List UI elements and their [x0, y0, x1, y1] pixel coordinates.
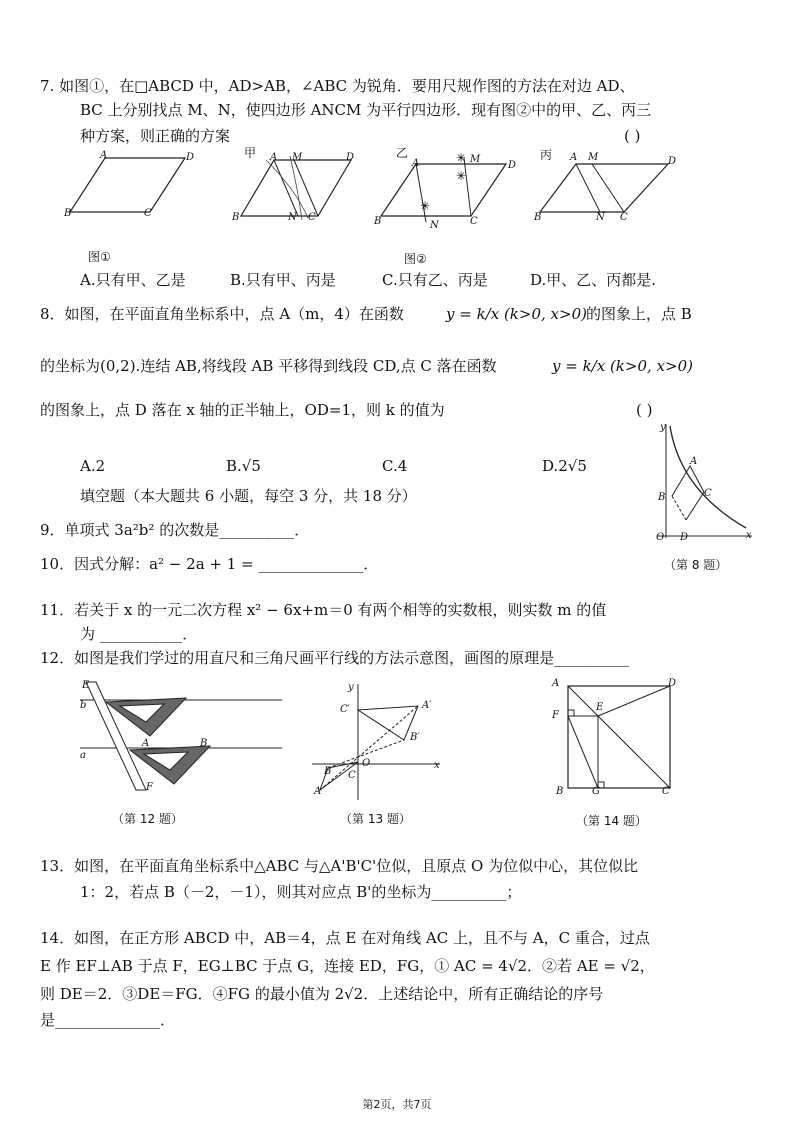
- svg-text:✳: ✳: [456, 169, 467, 183]
- q13-label-b-prime: B′: [410, 732, 420, 743]
- q8-line1b: 的图象上，点 B: [586, 305, 692, 323]
- q8-line2a: 的坐标为(0,2).连结 AB,将线段 AB 平移得到线段 CD,点 C 落在函数: [40, 357, 497, 375]
- q12-figure: [76, 676, 286, 796]
- q12-caption: （第 12 题）: [112, 812, 183, 826]
- fig1-label-a: A: [100, 150, 108, 161]
- jia-label-n: N: [288, 212, 297, 223]
- q7-tag-jia: 甲: [244, 146, 257, 160]
- q8-line1a: 8．如图，在平面直角坐标系中，点 A（m，4）在函数: [40, 305, 404, 323]
- q7-option-c: C.只有乙、丙是: [382, 271, 488, 289]
- q14-line4: 是______________．: [40, 1011, 176, 1029]
- q13-label-x: x: [434, 760, 440, 771]
- bing-label-b: B: [534, 212, 542, 223]
- q13-label-c: C: [348, 770, 356, 781]
- q8-option-d: D.2√5: [542, 457, 587, 475]
- q14-caption: （第 14 题）: [576, 814, 647, 828]
- q8-option-b: B.√5: [226, 457, 261, 475]
- q7-line3: 种方案，则正确的方案: [80, 127, 231, 145]
- q7-line1: 7. 如图①，在□ABCD 中，AD>AB，∠ABC 为锐角．要用尺规作图的方法在对边 AD、: [40, 77, 635, 95]
- q12-label-b-line: b: [80, 700, 87, 711]
- q7-option-d: D.甲、乙、丙都是.: [530, 271, 657, 289]
- q11-line2: 为 ___________．: [80, 625, 198, 643]
- q7-answer-bracket: ( ): [624, 127, 641, 145]
- q7-figure-yi: [376, 150, 516, 230]
- q13-line2: 1：2，若点 B（－2，－1），则其对应点 B'的坐标为__________；: [80, 883, 522, 901]
- q8-label-a: A: [690, 456, 698, 467]
- q14-label-g: G: [592, 786, 600, 797]
- jia-label-c: C: [308, 212, 316, 223]
- q14-line2: E 作 EF⊥AB 于点 F，EG⊥BC 于点 G，连接 ED，FG，① AC = 4√2．②若 AE = √2，: [40, 957, 655, 975]
- q14-label-f: F: [552, 710, 559, 721]
- q11-line1: 11．若关于 x 的一元二次方程 x² − 6x+m＝0 有两个相等的实数根，则实数 m 的值: [40, 601, 607, 619]
- q7-line2: BC 上分别找点 M、N，使四边形 ANCM 为平行四边形．现有图②中的甲、乙、丙三: [80, 101, 652, 119]
- q8-label-o: O: [656, 532, 665, 543]
- page-footer: 第2页，共7页: [362, 1098, 432, 1111]
- bing-label-n: N: [596, 212, 605, 223]
- jia-label-d: D: [346, 152, 355, 163]
- q14-line3: 则 DE＝2．③DE＝FG．④FG 的最小值为 2√2．上述结论中，所有正确结论的序号: [40, 985, 604, 1003]
- q13-label-a: A: [314, 786, 322, 797]
- yi-label-n: N: [430, 220, 439, 231]
- fig1-label-b: B: [64, 208, 72, 219]
- q8-function-1: y = k/x (k>0, x>0): [446, 305, 587, 323]
- q8-caption: （第 8 题）: [664, 558, 728, 572]
- q12-label-a: A: [142, 738, 150, 749]
- q12-label-e: E: [82, 680, 90, 691]
- jia-label-m: M: [292, 152, 303, 163]
- q14-line1: 14．如图，在正方形 ABCD 中，AB＝4，点 E 在对角线 AC 上，且不与 A，C 重合，过点: [40, 929, 650, 947]
- q8-option-c: C.4: [382, 457, 408, 475]
- yi-label-d: D: [508, 160, 517, 171]
- q14-label-d: D: [668, 678, 677, 689]
- q10-text: 10．因式分解：a² − 2a + 1 = ______________．: [40, 555, 379, 573]
- q13-caption: （第 13 题）: [340, 812, 411, 826]
- q14-label-a: A: [552, 678, 560, 689]
- svg-text:✳: ✳: [456, 151, 467, 165]
- q7-caption-fig1: 图①: [88, 250, 111, 264]
- q13-label-c-prime: C′: [340, 704, 350, 715]
- q12-label-f: F: [146, 782, 153, 793]
- svg-text:✳: ✳: [420, 199, 431, 213]
- bing-label-c: C: [620, 212, 628, 223]
- q7-option-b: B.只有甲、丙是: [230, 271, 336, 289]
- q7-option-a: A.只有甲、乙是: [80, 271, 186, 289]
- q14-figure: [560, 678, 680, 798]
- q12-label-b: B: [200, 738, 208, 749]
- q8-label-x: x: [746, 530, 752, 541]
- yi-label-c: C: [470, 216, 478, 227]
- q8-answer-bracket: ( ): [636, 401, 653, 419]
- section-fill-in-header: 填空题（本大题共 6 小题，每空 3 分，共 18 分）: [80, 487, 417, 505]
- bing-label-d: D: [668, 156, 677, 167]
- q14-label-c: C: [662, 786, 670, 797]
- bing-label-m: M: [588, 152, 599, 163]
- q7-caption-fig2: 图②: [404, 252, 427, 266]
- yi-label-m: M: [470, 154, 481, 165]
- q13-label-a-prime: A′: [422, 700, 432, 711]
- q14-label-b: B: [556, 786, 564, 797]
- q8-line3: 的图象上，点 D 落在 x 轴的正半轴上，OD=1，则 k 的值为: [40, 401, 445, 419]
- q13-label-b: B: [324, 766, 332, 777]
- q9-text: 9．单项式 3a²b² 的次数是__________．: [40, 521, 310, 539]
- q8-option-a: A.2: [80, 457, 106, 475]
- yi-label-b: B: [374, 216, 382, 227]
- q13-label-y: y: [348, 682, 354, 693]
- jia-label-b: B: [232, 212, 240, 223]
- q8-label-b: B: [658, 492, 666, 503]
- q8-label-c: C: [704, 488, 712, 499]
- q7-tag-bing: 丙: [540, 148, 553, 162]
- q12-text: 12．如图是我们学过的用直尺和三角尺画平行线的方法示意图，画图的原理是__________: [40, 649, 630, 667]
- q13-figure: [310, 680, 450, 805]
- q13-label-o: O: [362, 758, 371, 769]
- q8-label-y: y: [660, 422, 666, 433]
- q12-label-a-line: a: [80, 750, 86, 761]
- fig1-label-c: C: [144, 208, 152, 219]
- fig1-label-d: D: [186, 152, 195, 163]
- bing-label-a: A: [570, 152, 578, 163]
- yi-label-a: A: [412, 158, 420, 169]
- q8-label-d: D: [680, 532, 689, 543]
- q8-function-2: y = k/x (k>0, x>0): [552, 357, 693, 375]
- q14-label-e: E: [596, 702, 604, 713]
- q13-line1: 13．如图，在平面直角坐标系中△ABC 与△A'B'C'位似，且原点 O 为位似中心，其位似比: [40, 857, 639, 875]
- q8-figure: [648, 420, 758, 550]
- q7-tag-yi: 乙: [396, 146, 409, 160]
- jia-label-a: A: [270, 152, 278, 163]
- q7-figure-bing: [536, 150, 676, 225]
